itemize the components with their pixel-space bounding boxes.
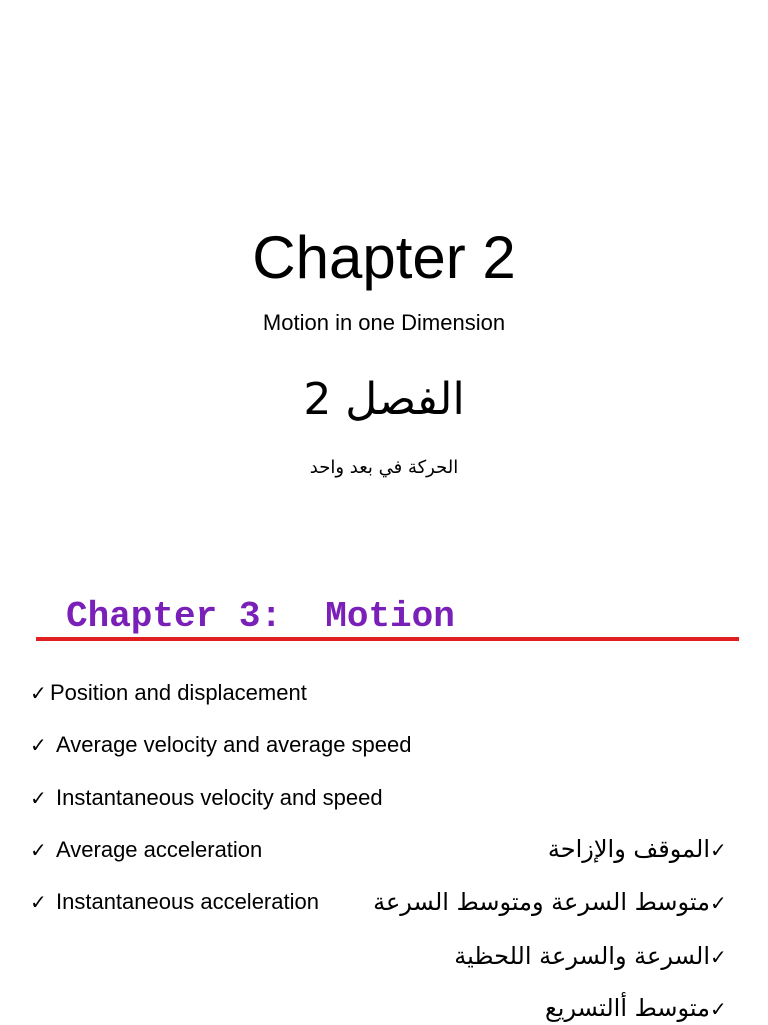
list-item-en <box>30 785 383 811</box>
list-item-label: متوسط أالتسريع <box>544 994 710 1022</box>
arabic-chapter-title: الفصل 2 <box>303 374 465 425</box>
checkmark-icon: ✓ <box>30 786 47 810</box>
checkmark-icon: ✓ <box>710 945 727 969</box>
checkmark-icon: ✓ <box>710 997 727 1021</box>
arabic-chapter-subtitle: الحركة في بعد واحد <box>309 457 459 478</box>
list-item-ar <box>373 886 738 919</box>
list-item-ar <box>454 940 738 973</box>
checkmark-icon: ✓ <box>30 681 47 705</box>
list-item-label: Instantaneous acceleration <box>56 889 319 914</box>
checkmark-icon: ✓ <box>710 838 727 862</box>
checkmark-icon: ✓ <box>30 890 47 914</box>
list-item-ar <box>545 992 738 1025</box>
list-item-label: متوسط السرعة ومتوسط السرعة <box>373 888 710 916</box>
chapter-title: Chapter 2 <box>252 224 516 291</box>
checkmark-icon: ✓ <box>30 838 47 862</box>
list-item-label: Position and displacement <box>50 680 307 705</box>
list-item-en <box>30 889 319 915</box>
list-item-label: Instantaneous velocity and speed <box>56 785 383 810</box>
list-item-label: Average velocity and average speed <box>56 732 412 757</box>
checkmark-icon: ✓ <box>30 733 47 757</box>
chapter-subtitle: Motion in one Dimension <box>262 310 506 335</box>
list-item-en <box>30 837 262 863</box>
section-divider <box>36 637 739 641</box>
list-item-en <box>30 732 412 758</box>
list-item-label: Average acceleration <box>56 837 263 862</box>
list-item-label: الموقف والإزاحة <box>547 835 710 863</box>
section-heading: Chapter 3: Motion <box>66 596 455 637</box>
list-item-label: السرعة والسرعة اللحظية <box>454 942 710 970</box>
list-item-en <box>30 680 307 706</box>
list-item-ar <box>548 833 738 866</box>
checkmark-icon: ✓ <box>710 891 727 915</box>
